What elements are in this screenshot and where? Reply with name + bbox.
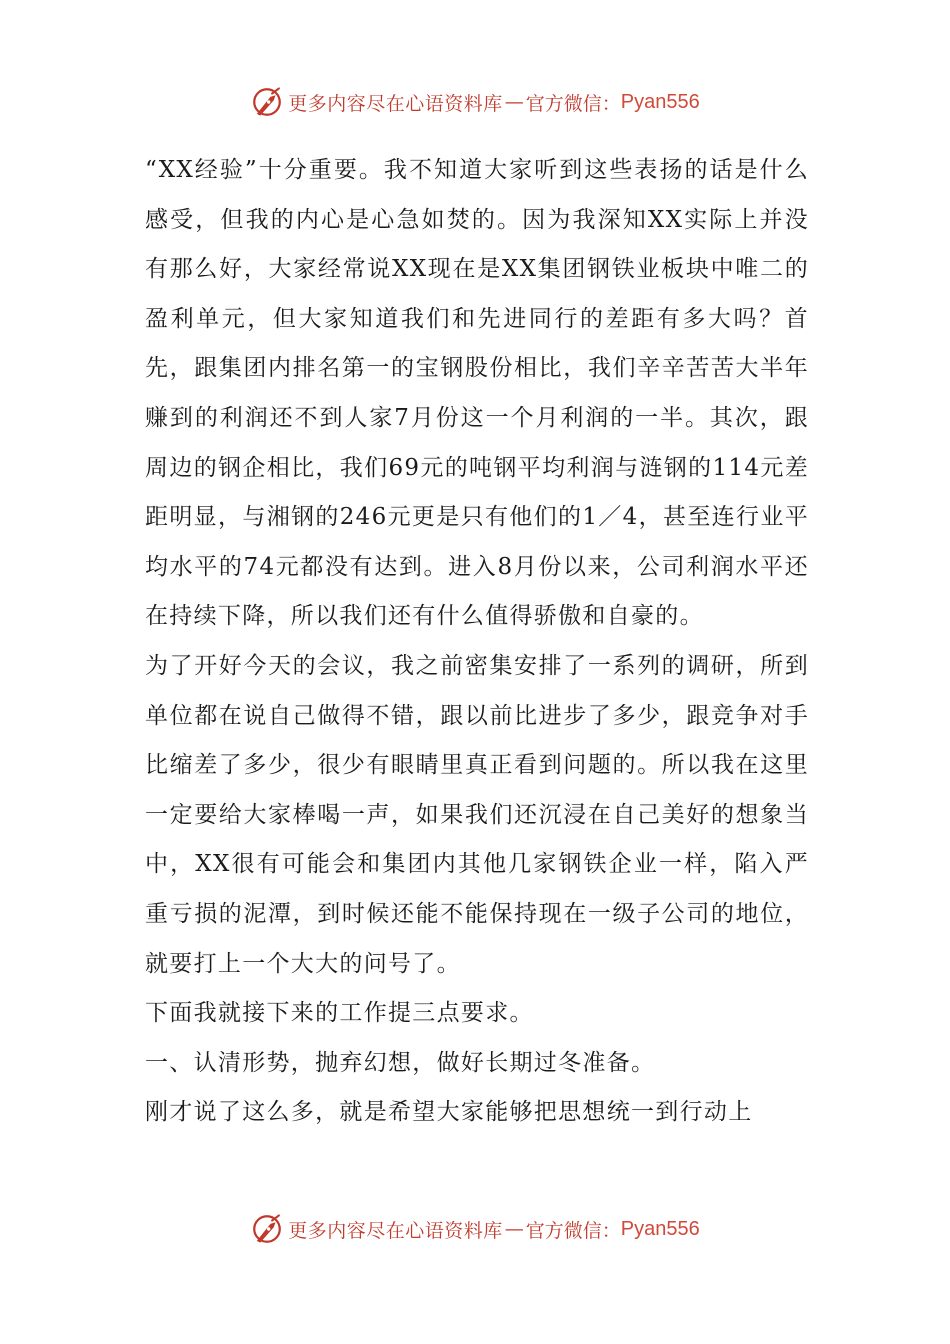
document-body: [145, 146, 809, 1138]
footer-banner-text: 更多内容尽在心语资料库: [288, 1219, 503, 1242]
paragraph-2: 为了开好今天的会议，我之前密集安排了一系列的调研，所到单位都在说自己做得不错，跟以前比进步了多少，跟竞争对手比缩差了多少，很少有眼睛里真正看到问题的。所以我在这里一定要给大家棒喝一声，如果我们还沉浸在自己美好的想象当中，XX很有可能会和集团内其他几家钢铁企业一样，陷入严重亏损的泥潭，到时候还能不能保持现在一级子公司的地位，就要打上一个大大的问号了。: [145, 652, 809, 977]
header-banner-text: 更多内容尽在心语资料库: [288, 92, 503, 115]
header-contact-id: Pyan556: [620, 90, 700, 113]
pen-nib-logo-icon: [250, 1212, 284, 1246]
footer-banner-dash: —: [504, 1218, 524, 1240]
footer-contact-id: Pyan556: [620, 1217, 700, 1240]
header-banner: [0, 82, 950, 122]
pen-nib-logo-icon: [250, 85, 284, 119]
header-contact-label: 官方微信：: [525, 92, 621, 115]
paragraph-5: 刚才说了这么多，就是希望大家能够把思想统一到行动上: [145, 1099, 753, 1126]
paragraph-3: 下面我就接下来的工作提三点要求。: [145, 1000, 534, 1027]
footer-banner: [0, 1209, 950, 1249]
paragraph-4-heading: 一、认清形势，抛弃幻想，做好长期过冬准备。: [145, 1049, 656, 1076]
paragraph-1: “XX经验”十分重要。我不知道大家听到这些表扬的话是什么感受，但我的内心是心急如焚的。因为我深知XX实际上并没有那么好，大家经常说XX现在是XX集团钢铁业板块中唯二的盈利单元，但大家知道我们和先进同行的差距有多大吗？首先，跟集团内排名第一的宝钢股份相比，我们辛辛苦苦大半年赚到的利润还不到人家7月份这一个月利润的一半。其次，跟周边的钢企相比，我们69元的吨钢平均利润与涟钢的114元差距明显，与湘钢的246元更是只有他们的1／4，甚至连行业平均水平的74元都没有达到。进入8月份以来，公司利润水平还在持续下降，所以我们还有什么值得骄傲和自豪的。: [145, 157, 809, 630]
header-banner-dash: —: [504, 91, 524, 113]
footer-contact-label: 官方微信：: [525, 1219, 621, 1242]
